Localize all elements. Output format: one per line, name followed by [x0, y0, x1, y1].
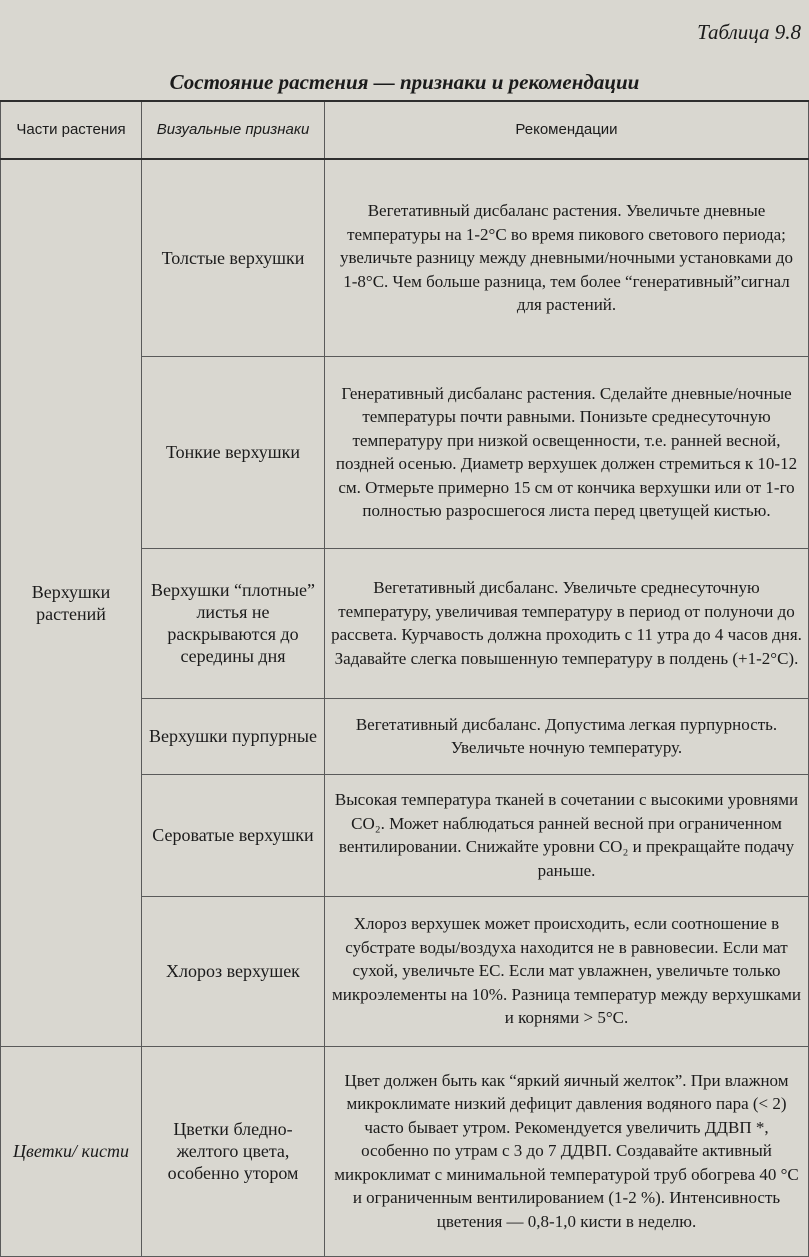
sign-cell: Тонкие верхушки	[142, 356, 325, 548]
recommendation-cell: Высокая температура тканей в сочетании с высокими уровнями CO₂. Может наблюдаться ранней весной при ограниченном вентилировании. Снижайте уровни CO₂ и прекращайте подачу раньше.	[325, 774, 809, 896]
recommendation-cell: Вегетативный дисбаланс. Увеличьте среднесуточную температуру, увеличивая температуру в период от полуночи до рассвета. Курчавость должна проходить с 11 утра до 4 часов дня. Задавайте слегка повышенную температуру в полдень (+1-2°С).	[325, 548, 809, 698]
table-number: Таблица 9.8	[697, 20, 801, 44]
sign-cell: Хлороз верхушек	[142, 896, 325, 1046]
part-cell: Цветки/ кисти	[1, 1046, 142, 1256]
header-signs: Визуальные признаки	[142, 101, 325, 159]
sign-cell: Верхушки “плотные” листья не раскрываются до середины дня	[142, 548, 325, 698]
recommendation-cell: Вегетативный дисбаланс. Допустима легкая пурпурность. Увеличьте ночную температуру.	[325, 698, 809, 774]
recommendation-cell: Генеративный дисбаланс растения. Сделайте дневные/ночные температуры почти равными. Понизьте среднесуточную температуру при низкой освещенности, т.е. ранней весной, поздней осенью. Диаметр верхушек должен стремиться к 10-12 см. Отмерьте примерно 15 см от кончика верхушки или от 1-го полностью разросшегося листа перед цветущей кистью.	[325, 356, 809, 548]
table-row	[1, 159, 809, 356]
recommendation-cell: Хлороз верхушек может происходить, если соотношение в субстрате воды/воздуха находится не в равновесии. Если мат сухой, увеличьте ЕС. Если мат увлажнен, увеличьте только микроэлементы на 10%. Разница температур между верхушками и корнями > 5°С.	[325, 896, 809, 1046]
recommendations-table	[0, 100, 809, 1257]
recommendation-cell: Вегетативный дисбаланс растения. Увеличьте дневные температуры на 1-2°С во время пикового светового периода; увеличьте разницу между дневными/ночными установками до 1-8°С. Чем больше разница, тем более “генеративный”сигнал для растений.	[325, 159, 809, 356]
header-part: Части растения	[1, 101, 142, 159]
sign-cell: Верхушки пурпурные	[142, 698, 325, 774]
table-title: Состояние растения — признаки и рекомендации	[169, 70, 640, 94]
sign-cell: Цветки бледно-желтого цвета, особенно утором	[142, 1046, 325, 1256]
header-recommendations: Рекомендации	[325, 101, 809, 159]
sign-cell: Сероватые верхушки	[142, 774, 325, 896]
recommendation-cell: Цвет должен быть как “яркий яичный желток”. При влажном микроклимате низкий дефицит давления водяного пара (< 2) часто бывает утром. Рекомендуется увеличить ДДВП *, особенно по утрам с 3 до 7 ДДВП. Создавайте активный микроклимат с минимальной температурой труб обогрева 40 °С и ограниченным вентилированием (1-2 %). Интенсивность цветения — 0,8-1,0 кисти в неделю.	[325, 1046, 809, 1256]
table-row	[1, 1046, 809, 1256]
sign-cell: Толстые верхушки	[142, 159, 325, 356]
part-cell: Верхушки растений	[1, 159, 142, 1046]
